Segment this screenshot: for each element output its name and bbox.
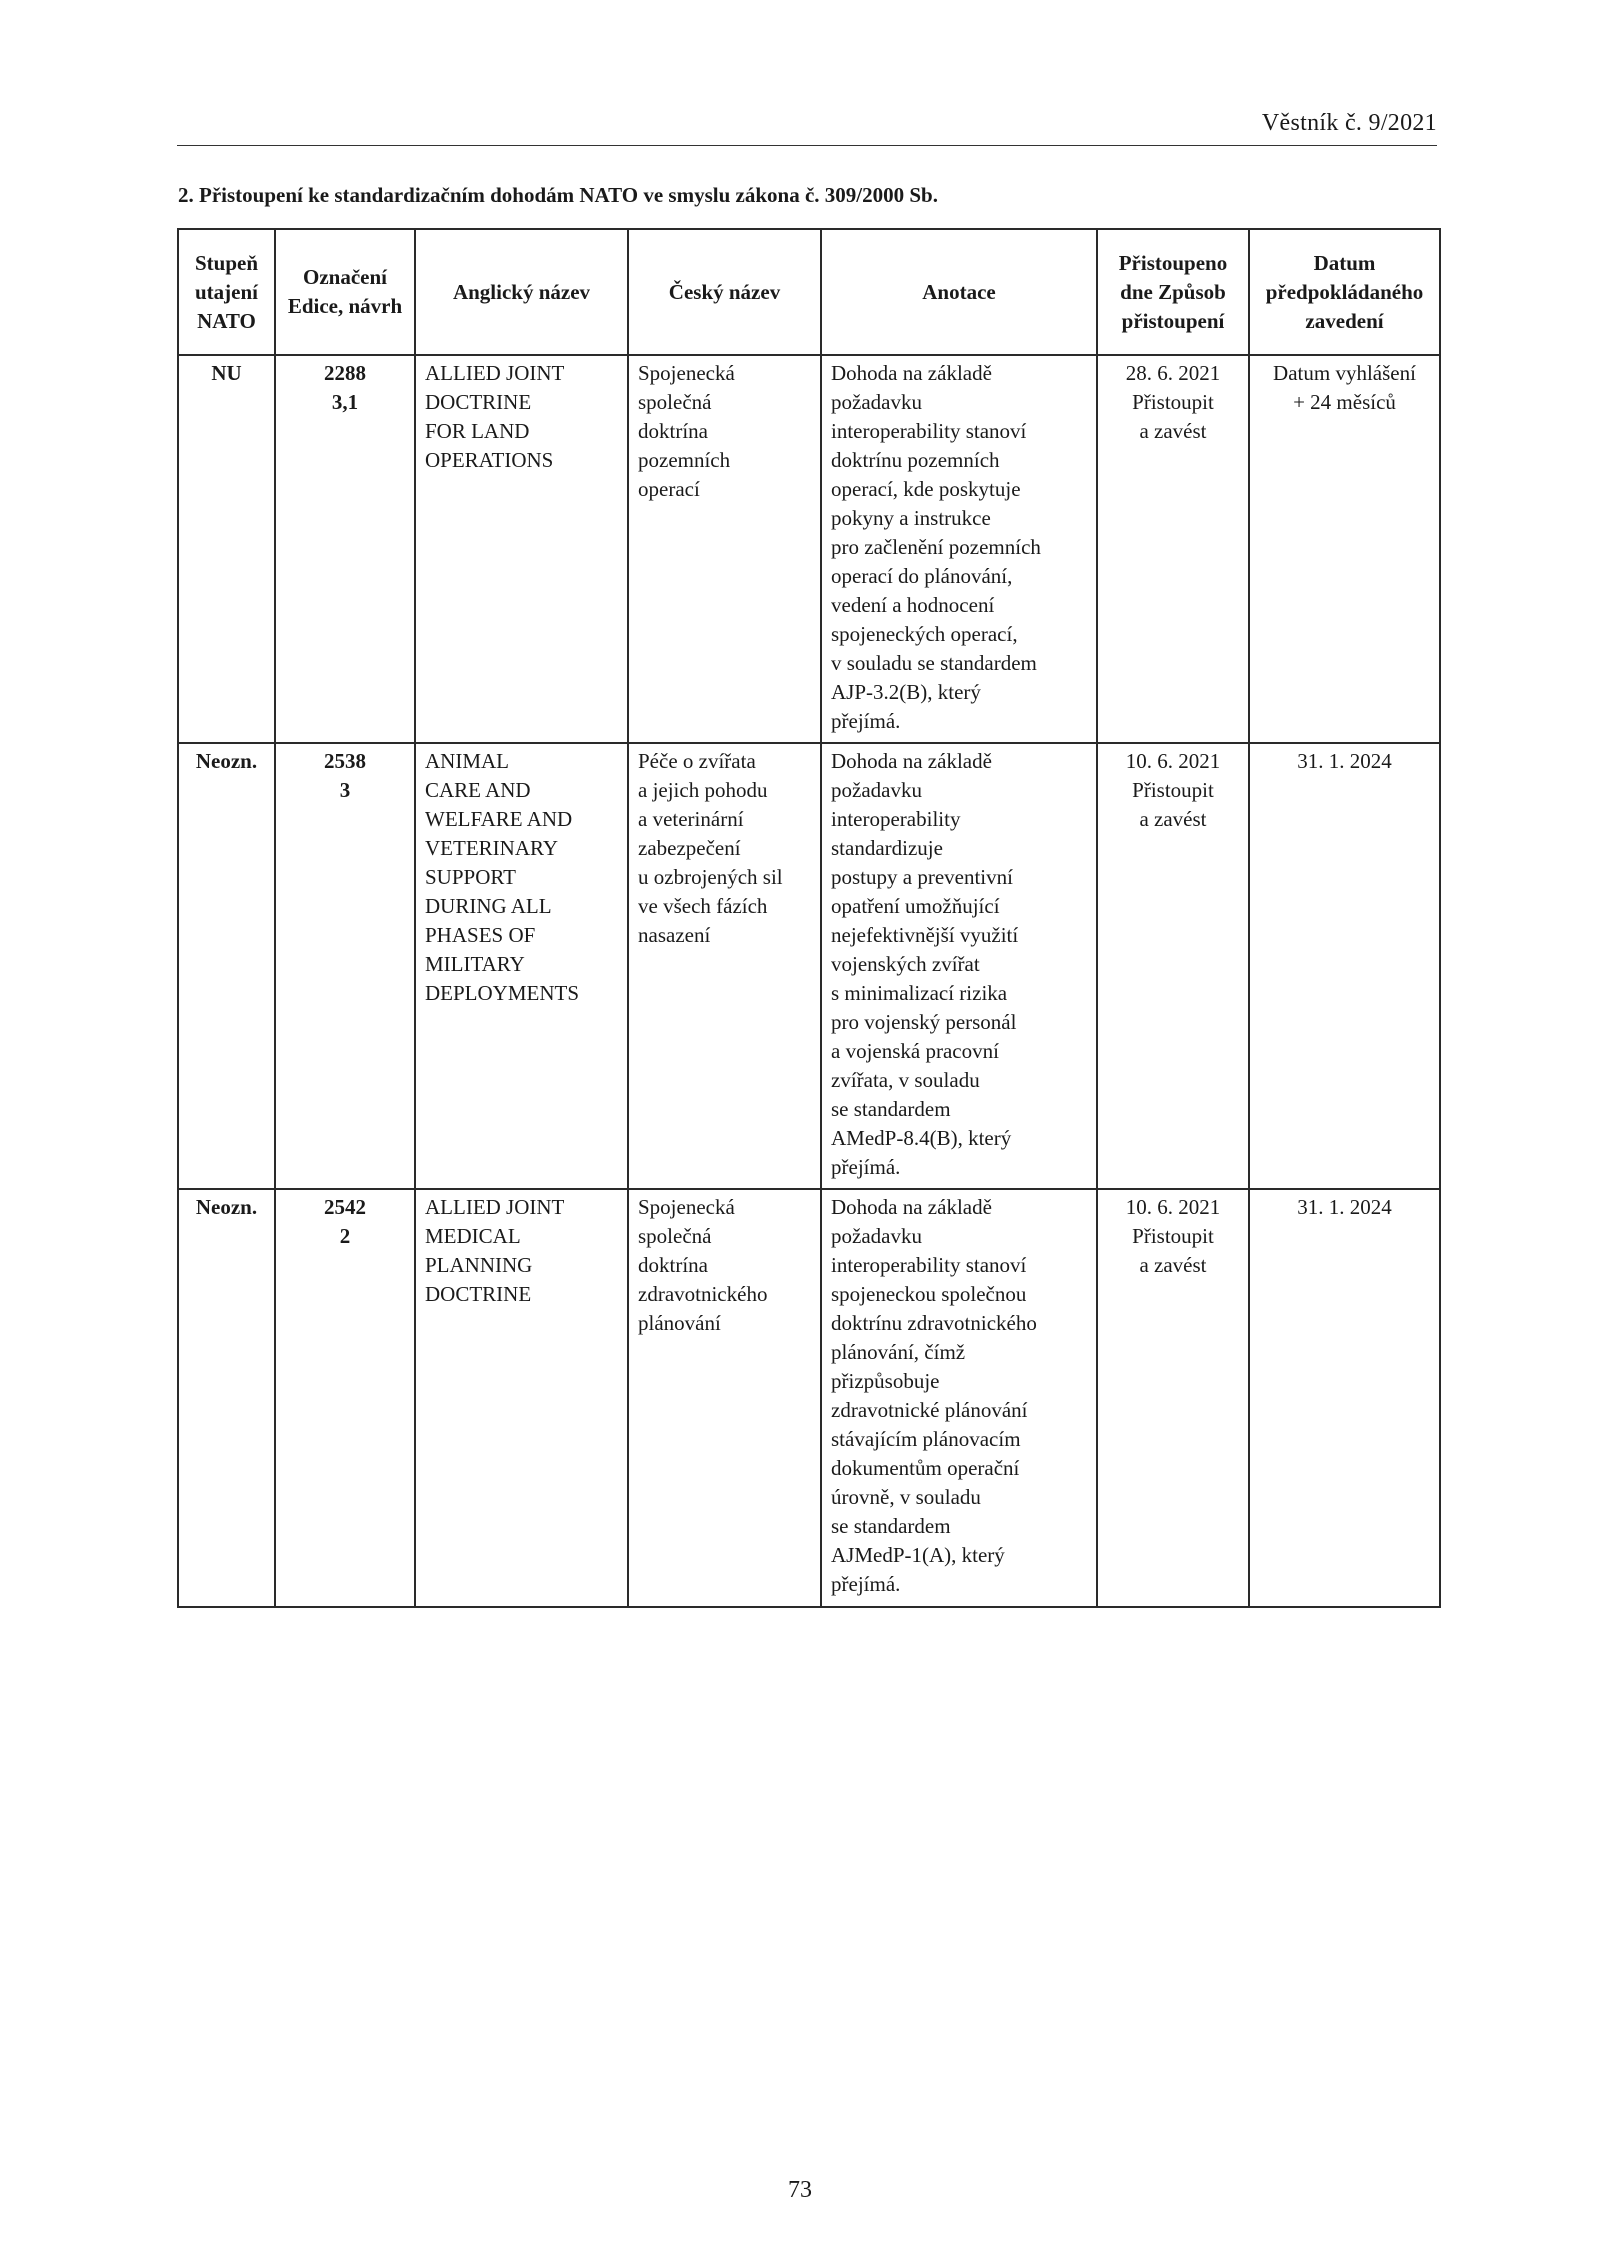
header-divider [177,145,1437,146]
accession-cell: 10. 6. 2021 Přistoupit a zavést [1097,1189,1249,1607]
czech-title-cell: Spojenecká společná doktrína pozemních operací [628,355,821,743]
table-header-row [178,229,1440,355]
accession-cell: 28. 6. 2021 Přistoupit a zavést [1097,355,1249,743]
header-implementation-date: Datum předpokládaného zavedení [1249,229,1440,355]
issue-reference: Věstník č. 9/2021 [1261,110,1437,136]
designation-cell: 2288 3,1 [275,355,415,743]
header-annotation: Anotace [821,229,1097,355]
czech-title-cell: Spojenecká společná doktrína zdravotnického plánování [628,1189,821,1607]
english-title-cell: ANIMAL CARE AND WELFARE AND VETERINARY SUPPORT DURING ALL PHASES OF MILITARY DEPLOYMENTS [415,743,628,1189]
implementation-date-cell: 31. 1. 2024 [1249,1189,1440,1607]
designation-cell: 2538 3 [275,743,415,1189]
header-english-title: Anglický název [415,229,628,355]
annotation-cell: Dohoda na základě požadavku interoperability stanoví doktrínu pozemních operací, kde poskytuje pokyny a instrukce pro začlenění pozemních operací do plánování, vedení a hodnocení spojeneckých operací, v souladu se standardem AJP-3.2(B), který přejímá. [821,355,1097,743]
annotation-cell: Dohoda na základě požadavku interoperability standardizuje postupy a preventivní opatření umožňující nejefektivnější využití vojenských zvířat s minimalizací rizika pro vojenský personál a vojenská pracovní zvířata, v souladu se standardem AMedP-8.4(B), který přejímá. [821,743,1097,1189]
english-title-cell: ALLIED JOINT DOCTRINE FOR LAND OPERATIONS [415,355,628,743]
classification-cell: NU [178,355,275,743]
accession-cell: 10. 6. 2021 Přistoupit a zavést [1097,743,1249,1189]
header-czech-title: Český název [628,229,821,355]
header-classification: Stupeň utajení NATO [178,229,275,355]
table-row [178,1189,1440,1607]
implementation-date-cell: Datum vyhlášení + 24 měsíců [1249,355,1440,743]
implementation-date-cell: 31. 1. 2024 [1249,743,1440,1189]
english-title-cell: ALLIED JOINT MEDICAL PLANNING DOCTRINE [415,1189,628,1607]
stanag-accession-table [177,228,1441,1608]
czech-title-cell: Péče o zvířata a jejich pohodu a veterinární zabezpečení u ozbrojených sil ve všech fázích nasazení [628,743,821,1189]
header-accession: Přistoupeno dne Způsob přistoupení [1097,229,1249,355]
section-title: 2. Přistoupení ke standardizačním dohodám NATO ve smyslu zákona č. 309/2000 Sb. [178,183,938,207]
designation-cell: 2542 2 [275,1189,415,1607]
classification-cell: Neozn. [178,743,275,1189]
page-number: 73 [788,2177,812,2203]
header-designation: Označení Edice, návrh [275,229,415,355]
classification-cell: Neozn. [178,1189,275,1607]
annotation-cell: Dohoda na základě požadavku interoperability stanoví spojeneckou společnou doktrínu zdravotnického plánování, čímž přizpůsobuje zdravotnické plánování stávajícím plánovacím dokumentům operační úrovně, v souladu se standardem AJMedP-1(A), který přejímá. [821,1189,1097,1607]
table-row [178,355,1440,743]
table-row [178,743,1440,1189]
